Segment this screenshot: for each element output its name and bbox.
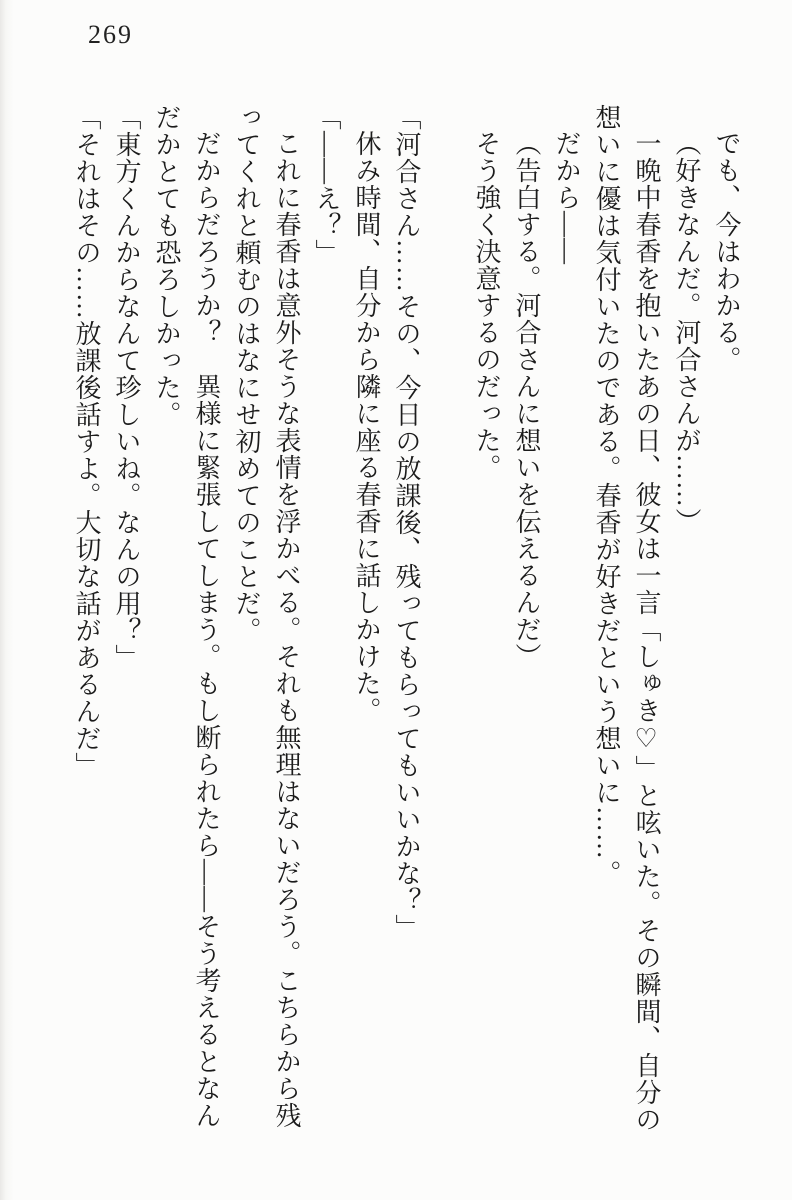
text-line: だかとても恐ろしかった。 bbox=[152, 104, 181, 428]
text-line: これに春香は意外そうな表情を浮かべる。それも無理はないだろう。こちらから残 bbox=[272, 130, 301, 1129]
text-line: （好きなんだ。河合さんが……） bbox=[672, 130, 701, 535]
text-line: 「——え？」 bbox=[312, 104, 341, 266]
text-line: ってくれと頼むのはなにせ初めてのことだ。 bbox=[232, 104, 261, 644]
text-line: そう強く決意するのだった。 bbox=[472, 130, 501, 481]
text-line: 「河合さん……その、今日の放課後、残ってもらってもいいかな？」 bbox=[392, 104, 421, 941]
text-line: 「東方くんからなんて珍しいね。なんの用？」 bbox=[112, 104, 141, 671]
blank-line bbox=[426, 104, 466, 1154]
text-block bbox=[66, 104, 746, 1154]
text-line: だから—— bbox=[552, 130, 581, 265]
text-line: 一晩中春香を抱いたあの日、彼女は一言「しゅき♡」と呟いた。その瞬間、自分の bbox=[632, 130, 661, 1133]
text-line: 「それはその……放課後話すよ。大切な話があるんだ」 bbox=[72, 104, 101, 779]
text-line: でも、今はわかる。 bbox=[712, 130, 741, 373]
page-number: 269 bbox=[88, 20, 133, 49]
text-line: 休み時間、自分から隣に座る春香に話しかけた。 bbox=[352, 130, 381, 724]
text-line: （告白する。河合さんに想いを伝えるんだ） bbox=[512, 130, 541, 670]
text-line: 想いに優は気付いたのである。春香が好きだという想いに……。 bbox=[592, 104, 621, 887]
text-line: だからだろうか？ 異様に緊張してしまう。もし断られたら——そう考えるとなん bbox=[192, 130, 221, 1129]
